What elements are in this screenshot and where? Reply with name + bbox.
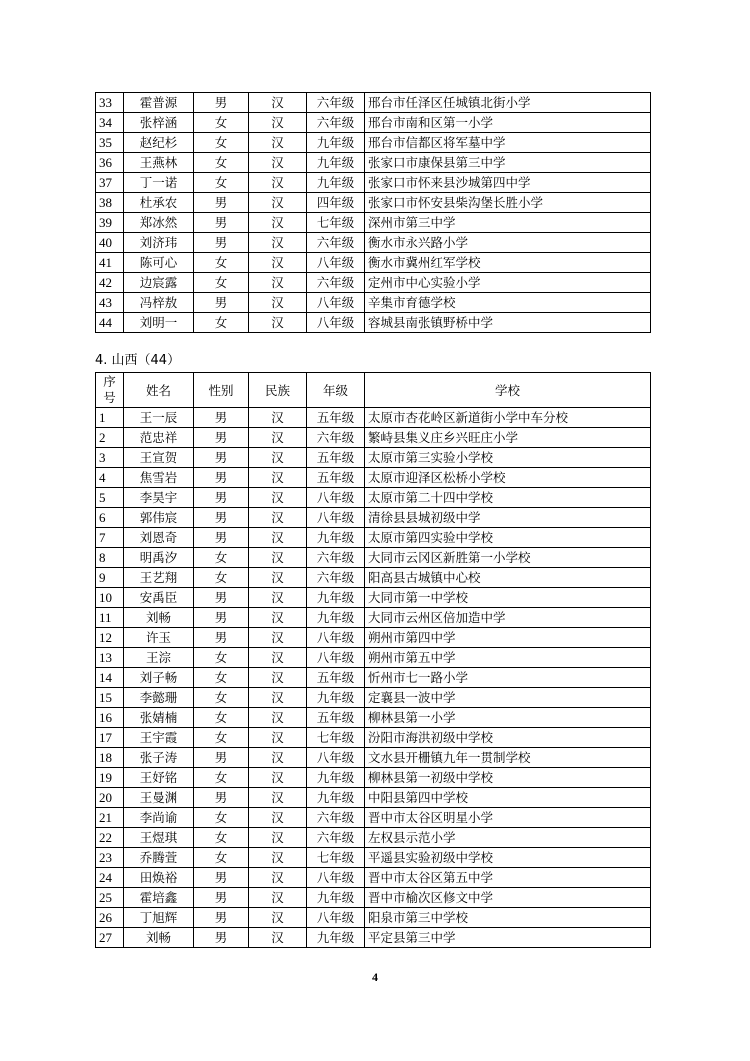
cell-no: 10: [96, 588, 124, 608]
cell-ethnicity: 汉: [249, 868, 307, 888]
cell-grade: 六年级: [307, 273, 365, 293]
cell-ethnicity: 汉: [249, 428, 307, 448]
cell-ethnicity: 汉: [249, 708, 307, 728]
cell-name: 王燕林: [124, 153, 194, 173]
cell-school: 左权县示范小学: [365, 828, 651, 848]
student-table-shanxi: [95, 372, 651, 948]
cell-no: 12: [96, 628, 124, 648]
cell-grade: 八年级: [307, 313, 365, 333]
cell-school: 柳林县第一小学: [365, 708, 651, 728]
cell-grade: 八年级: [307, 293, 365, 313]
cell-no: 24: [96, 868, 124, 888]
cell-ethnicity: 汉: [249, 213, 307, 233]
cell-gender: 男: [194, 748, 249, 768]
table-row: [96, 448, 651, 468]
cell-no: 3: [96, 448, 124, 468]
cell-ethnicity: 汉: [249, 313, 307, 333]
table-row: [96, 153, 651, 173]
cell-name: 王淙: [124, 648, 194, 668]
cell-no: 41: [96, 253, 124, 273]
table-row: [96, 488, 651, 508]
cell-name: 范忠祥: [124, 428, 194, 448]
cell-school: 朔州市第五中学: [365, 648, 651, 668]
cell-name: 王妤铭: [124, 768, 194, 788]
cell-school: 张家口市怀来县沙城第四中学: [365, 173, 651, 193]
cell-school: 邢台市信都区将军墓中学: [365, 133, 651, 153]
cell-ethnicity: 汉: [249, 253, 307, 273]
cell-grade: 九年级: [307, 528, 365, 548]
cell-school: 阳高县古城镇中心校: [365, 568, 651, 588]
table-row: [96, 648, 651, 668]
cell-no: 40: [96, 233, 124, 253]
cell-gender: 女: [194, 708, 249, 728]
cell-gender: 男: [194, 233, 249, 253]
cell-gender: 男: [194, 448, 249, 468]
cell-ethnicity: 汉: [249, 133, 307, 153]
cell-name: 张梓涵: [124, 113, 194, 133]
cell-grade: 九年级: [307, 928, 365, 948]
cell-gender: 男: [194, 428, 249, 448]
table-row: [96, 668, 651, 688]
cell-no: 15: [96, 688, 124, 708]
table-row: [96, 528, 651, 548]
table-row: [96, 928, 651, 948]
cell-grade: 五年级: [307, 668, 365, 688]
cell-ethnicity: 汉: [249, 153, 307, 173]
cell-no: 25: [96, 888, 124, 908]
cell-no: 9: [96, 568, 124, 588]
cell-name: 刘明一: [124, 313, 194, 333]
page-number: 4: [372, 970, 378, 984]
cell-no: 39: [96, 213, 124, 233]
cell-grade: 九年级: [307, 133, 365, 153]
cell-grade: 六年级: [307, 568, 365, 588]
cell-ethnicity: 汉: [249, 668, 307, 688]
cell-grade: 六年级: [307, 428, 365, 448]
cell-grade: 五年级: [307, 408, 365, 428]
cell-name: 丁旭辉: [124, 908, 194, 928]
cell-school: 张家口市康保县第三中学: [365, 153, 651, 173]
table-row: [96, 293, 651, 313]
cell-ethnicity: 汉: [249, 408, 307, 428]
cell-ethnicity: 汉: [249, 788, 307, 808]
cell-gender: 男: [194, 928, 249, 948]
cell-school: 繁峙县集义庄乡兴旺庄小学: [365, 428, 651, 448]
cell-no: 8: [96, 548, 124, 568]
cell-ethnicity: 汉: [249, 193, 307, 213]
cell-no: 2: [96, 428, 124, 448]
cell-ethnicity: 汉: [249, 448, 307, 468]
section-title: 4. 山西（44）: [95, 353, 181, 368]
table-row: [96, 428, 651, 448]
cell-gender: 男: [194, 608, 249, 628]
cell-grade: 八年级: [307, 488, 365, 508]
table-row: [96, 273, 651, 293]
table-row: [96, 213, 651, 233]
table-row: [96, 748, 651, 768]
cell-gender: 女: [194, 173, 249, 193]
table-row: [96, 828, 651, 848]
cell-grade: 九年级: [307, 173, 365, 193]
cell-school: 晋中市太谷区明星小学: [365, 808, 651, 828]
cell-school: 太原市迎泽区松桥小学校: [365, 468, 651, 488]
cell-grade: 九年级: [307, 768, 365, 788]
cell-ethnicity: 汉: [249, 848, 307, 868]
cell-grade: 九年级: [307, 608, 365, 628]
cell-grade: 六年级: [307, 113, 365, 133]
cell-gender: 男: [194, 628, 249, 648]
cell-name: 焦雪岩: [124, 468, 194, 488]
cell-gender: 男: [194, 908, 249, 928]
cell-gender: 男: [194, 888, 249, 908]
cell-grade: 五年级: [307, 708, 365, 728]
cell-name: 李尚谕: [124, 808, 194, 828]
cell-gender: 男: [194, 468, 249, 488]
cell-no: 22: [96, 828, 124, 848]
header-row: [96, 373, 651, 408]
cell-gender: 女: [194, 153, 249, 173]
cell-no: 5: [96, 488, 124, 508]
cell-gender: 男: [194, 213, 249, 233]
cell-school: 朔州市第四中学: [365, 628, 651, 648]
cell-gender: 女: [194, 548, 249, 568]
table-row: [96, 628, 651, 648]
cell-gender: 女: [194, 133, 249, 153]
cell-gender: 男: [194, 868, 249, 888]
cell-grade: 九年级: [307, 888, 365, 908]
cell-no: 33: [96, 93, 124, 113]
cell-school: 大同市云州区倍加造中学: [365, 608, 651, 628]
cell-name: 霍培鑫: [124, 888, 194, 908]
cell-no: 7: [96, 528, 124, 548]
cell-no: 36: [96, 153, 124, 173]
cell-grade: 六年级: [307, 828, 365, 848]
header-grade: 年级: [307, 373, 365, 408]
cell-name: 安禹臣: [124, 588, 194, 608]
cell-ethnicity: 汉: [249, 233, 307, 253]
cell-name: 王艺翔: [124, 568, 194, 588]
header-seq-bottom: 号: [103, 390, 116, 405]
cell-ethnicity: 汉: [249, 808, 307, 828]
cell-school: 柳林县第一初级中学校: [365, 768, 651, 788]
cell-gender: 女: [194, 688, 249, 708]
cell-no: 16: [96, 708, 124, 728]
cell-ethnicity: 汉: [249, 468, 307, 488]
cell-school: 汾阳市海洪初级中学校: [365, 728, 651, 748]
cell-school: 张家口市怀安县柴沟堡长胜小学: [365, 193, 651, 213]
table-row: [96, 313, 651, 333]
cell-ethnicity: 汉: [249, 608, 307, 628]
cell-grade: 六年级: [307, 808, 365, 828]
table-row: [96, 468, 651, 488]
cell-gender: 男: [194, 293, 249, 313]
cell-name: 刘恩奇: [124, 528, 194, 548]
cell-name: 陈可心: [124, 253, 194, 273]
table-row: [96, 788, 651, 808]
cell-no: 20: [96, 788, 124, 808]
cell-name: 刘畅: [124, 928, 194, 948]
cell-name: 张子涛: [124, 748, 194, 768]
cell-name: 丁一诺: [124, 173, 194, 193]
cell-grade: 八年级: [307, 868, 365, 888]
table-row: [96, 708, 651, 728]
cell-gender: 女: [194, 648, 249, 668]
cell-school: 衡水市冀州红军学校: [365, 253, 651, 273]
cell-name: 冯梓敖: [124, 293, 194, 313]
cell-gender: 女: [194, 848, 249, 868]
cell-gender: 女: [194, 808, 249, 828]
cell-no: 42: [96, 273, 124, 293]
table-row: [96, 728, 651, 748]
cell-school: 中阳县第四中学校: [365, 788, 651, 808]
cell-name: 刘畅: [124, 608, 194, 628]
cell-gender: 男: [194, 193, 249, 213]
header-seq-top: 序: [103, 374, 116, 389]
cell-name: 边宸露: [124, 273, 194, 293]
cell-no: 6: [96, 508, 124, 528]
cell-school: 邢台市任泽区任城镇北街小学: [365, 93, 651, 113]
cell-gender: 男: [194, 488, 249, 508]
cell-gender: 女: [194, 728, 249, 748]
cell-school: 太原市第四实验中学校: [365, 528, 651, 548]
cell-grade: 六年级: [307, 93, 365, 113]
cell-gender: 女: [194, 253, 249, 273]
cell-name: 明禹汐: [124, 548, 194, 568]
table-row: [96, 193, 651, 213]
cell-school: 太原市第三实验小学校: [365, 448, 651, 468]
table-row: [96, 173, 651, 193]
table-row: [96, 588, 651, 608]
cell-no: 37: [96, 173, 124, 193]
cell-name: 霍普源: [124, 93, 194, 113]
cell-gender: 女: [194, 668, 249, 688]
cell-gender: 男: [194, 508, 249, 528]
cell-school: 清徐县县城初级中学: [365, 508, 651, 528]
table-header: [96, 373, 651, 408]
cell-grade: 六年级: [307, 548, 365, 568]
cell-ethnicity: 汉: [249, 273, 307, 293]
cell-name: 李昊宇: [124, 488, 194, 508]
cell-gender: 男: [194, 788, 249, 808]
table-row: [96, 253, 651, 273]
cell-grade: 七年级: [307, 213, 365, 233]
cell-grade: 四年级: [307, 193, 365, 213]
cell-grade: 五年级: [307, 448, 365, 468]
cell-no: 19: [96, 768, 124, 788]
cell-no: 23: [96, 848, 124, 868]
cell-school: 深州市第三中学: [365, 213, 651, 233]
cell-ethnicity: 汉: [249, 828, 307, 848]
table-row: [96, 848, 651, 868]
cell-no: 27: [96, 928, 124, 948]
header-seq: [96, 373, 124, 408]
cell-gender: 男: [194, 528, 249, 548]
cell-ethnicity: 汉: [249, 688, 307, 708]
cell-name: 田焕裕: [124, 868, 194, 888]
table-row: [96, 113, 651, 133]
cell-school: 太原市杏花岭区新道街小学中车分校: [365, 408, 651, 428]
cell-school: 邢台市南和区第一小学: [365, 113, 651, 133]
cell-grade: 九年级: [307, 788, 365, 808]
cell-name: 王一辰: [124, 408, 194, 428]
student-table-continued: [95, 92, 651, 333]
cell-gender: 女: [194, 113, 249, 133]
cell-no: 35: [96, 133, 124, 153]
header-ethnicity: 民族: [249, 373, 307, 408]
cell-name: 杜承农: [124, 193, 194, 213]
cell-no: 21: [96, 808, 124, 828]
cell-name: 郑冰然: [124, 213, 194, 233]
cell-ethnicity: 汉: [249, 93, 307, 113]
cell-grade: 七年级: [307, 728, 365, 748]
cell-school: 平遥县实验初级中学校: [365, 848, 651, 868]
cell-school: 文水县开栅镇九年一贯制学校: [365, 748, 651, 768]
table-row: [96, 548, 651, 568]
cell-name: 乔腾萱: [124, 848, 194, 868]
cell-grade: 八年级: [307, 908, 365, 928]
cell-no: 13: [96, 648, 124, 668]
cell-gender: 男: [194, 588, 249, 608]
cell-grade: 八年级: [307, 628, 365, 648]
table-row: [96, 568, 651, 588]
cell-grade: 八年级: [307, 508, 365, 528]
cell-ethnicity: 汉: [249, 488, 307, 508]
header-school: 学校: [365, 373, 651, 408]
cell-grade: 八年级: [307, 253, 365, 273]
cell-grade: 九年级: [307, 588, 365, 608]
cell-ethnicity: 汉: [249, 528, 307, 548]
student-table-shanxi-body: [96, 408, 651, 948]
cell-grade: 七年级: [307, 848, 365, 868]
table-row: [96, 408, 651, 428]
cell-ethnicity: 汉: [249, 628, 307, 648]
cell-no: 43: [96, 293, 124, 313]
cell-no: 17: [96, 728, 124, 748]
cell-ethnicity: 汉: [249, 293, 307, 313]
cell-no: 44: [96, 313, 124, 333]
table-row: [96, 608, 651, 628]
cell-school: 大同市第一中学校: [365, 588, 651, 608]
cell-name: 张婧楠: [124, 708, 194, 728]
cell-gender: 女: [194, 768, 249, 788]
cell-no: 38: [96, 193, 124, 213]
cell-no: 14: [96, 668, 124, 688]
cell-name: 王宇霞: [124, 728, 194, 748]
cell-school: 定州市中心实验小学: [365, 273, 651, 293]
cell-ethnicity: 汉: [249, 508, 307, 528]
student-table-continued-body: [96, 93, 651, 333]
cell-school: 太原市第二十四中学校: [365, 488, 651, 508]
cell-gender: 女: [194, 273, 249, 293]
cell-school: 平定县第三中学: [365, 928, 651, 948]
cell-name: 赵纪杉: [124, 133, 194, 153]
cell-grade: 六年级: [307, 233, 365, 253]
cell-ethnicity: 汉: [249, 928, 307, 948]
cell-gender: 男: [194, 93, 249, 113]
cell-school: 衡水市永兴路小学: [365, 233, 651, 253]
cell-gender: 女: [194, 313, 249, 333]
cell-no: 1: [96, 408, 124, 428]
cell-grade: 九年级: [307, 153, 365, 173]
cell-ethnicity: 汉: [249, 908, 307, 928]
table-row: [96, 233, 651, 253]
table-row: [96, 808, 651, 828]
table-row: [96, 508, 651, 528]
cell-school: 大同市云冈区新胜第一小学校: [365, 548, 651, 568]
cell-no: 34: [96, 113, 124, 133]
cell-ethnicity: 汉: [249, 568, 307, 588]
cell-name: 王煜琪: [124, 828, 194, 848]
table-row: [96, 868, 651, 888]
header-name: 姓名: [124, 373, 194, 408]
cell-ethnicity: 汉: [249, 173, 307, 193]
cell-school: 辛集市育德学校: [365, 293, 651, 313]
cell-no: 26: [96, 908, 124, 928]
cell-ethnicity: 汉: [249, 588, 307, 608]
cell-ethnicity: 汉: [249, 768, 307, 788]
table-row: [96, 133, 651, 153]
cell-name: 刘济玮: [124, 233, 194, 253]
cell-name: 李懿珊: [124, 688, 194, 708]
cell-name: 王宣贺: [124, 448, 194, 468]
cell-gender: 女: [194, 568, 249, 588]
cell-grade: 五年级: [307, 468, 365, 488]
cell-school: 阳泉市第三中学校: [365, 908, 651, 928]
cell-no: 4: [96, 468, 124, 488]
header-gender: 性别: [194, 373, 249, 408]
cell-school: 定襄县一波中学: [365, 688, 651, 708]
cell-grade: 八年级: [307, 748, 365, 768]
cell-grade: 八年级: [307, 648, 365, 668]
cell-school: 容城县南张镇野桥中学: [365, 313, 651, 333]
cell-no: 18: [96, 748, 124, 768]
table-row: [96, 908, 651, 928]
cell-name: 刘子畅: [124, 668, 194, 688]
cell-school: 晋中市榆次区修文中学: [365, 888, 651, 908]
cell-name: 郭伟宸: [124, 508, 194, 528]
cell-ethnicity: 汉: [249, 728, 307, 748]
cell-school: 晋中市太谷区第五中学: [365, 868, 651, 888]
table-row: [96, 93, 651, 113]
cell-ethnicity: 汉: [249, 548, 307, 568]
cell-gender: 女: [194, 828, 249, 848]
table-row: [96, 888, 651, 908]
cell-ethnicity: 汉: [249, 113, 307, 133]
cell-name: 王曼渊: [124, 788, 194, 808]
cell-ethnicity: 汉: [249, 748, 307, 768]
cell-ethnicity: 汉: [249, 648, 307, 668]
table-row: [96, 768, 651, 788]
cell-gender: 男: [194, 408, 249, 428]
cell-ethnicity: 汉: [249, 888, 307, 908]
table-row: [96, 688, 651, 708]
cell-school: 忻州市七一路小学: [365, 668, 651, 688]
cell-no: 11: [96, 608, 124, 628]
cell-name: 许玉: [124, 628, 194, 648]
cell-grade: 九年级: [307, 688, 365, 708]
